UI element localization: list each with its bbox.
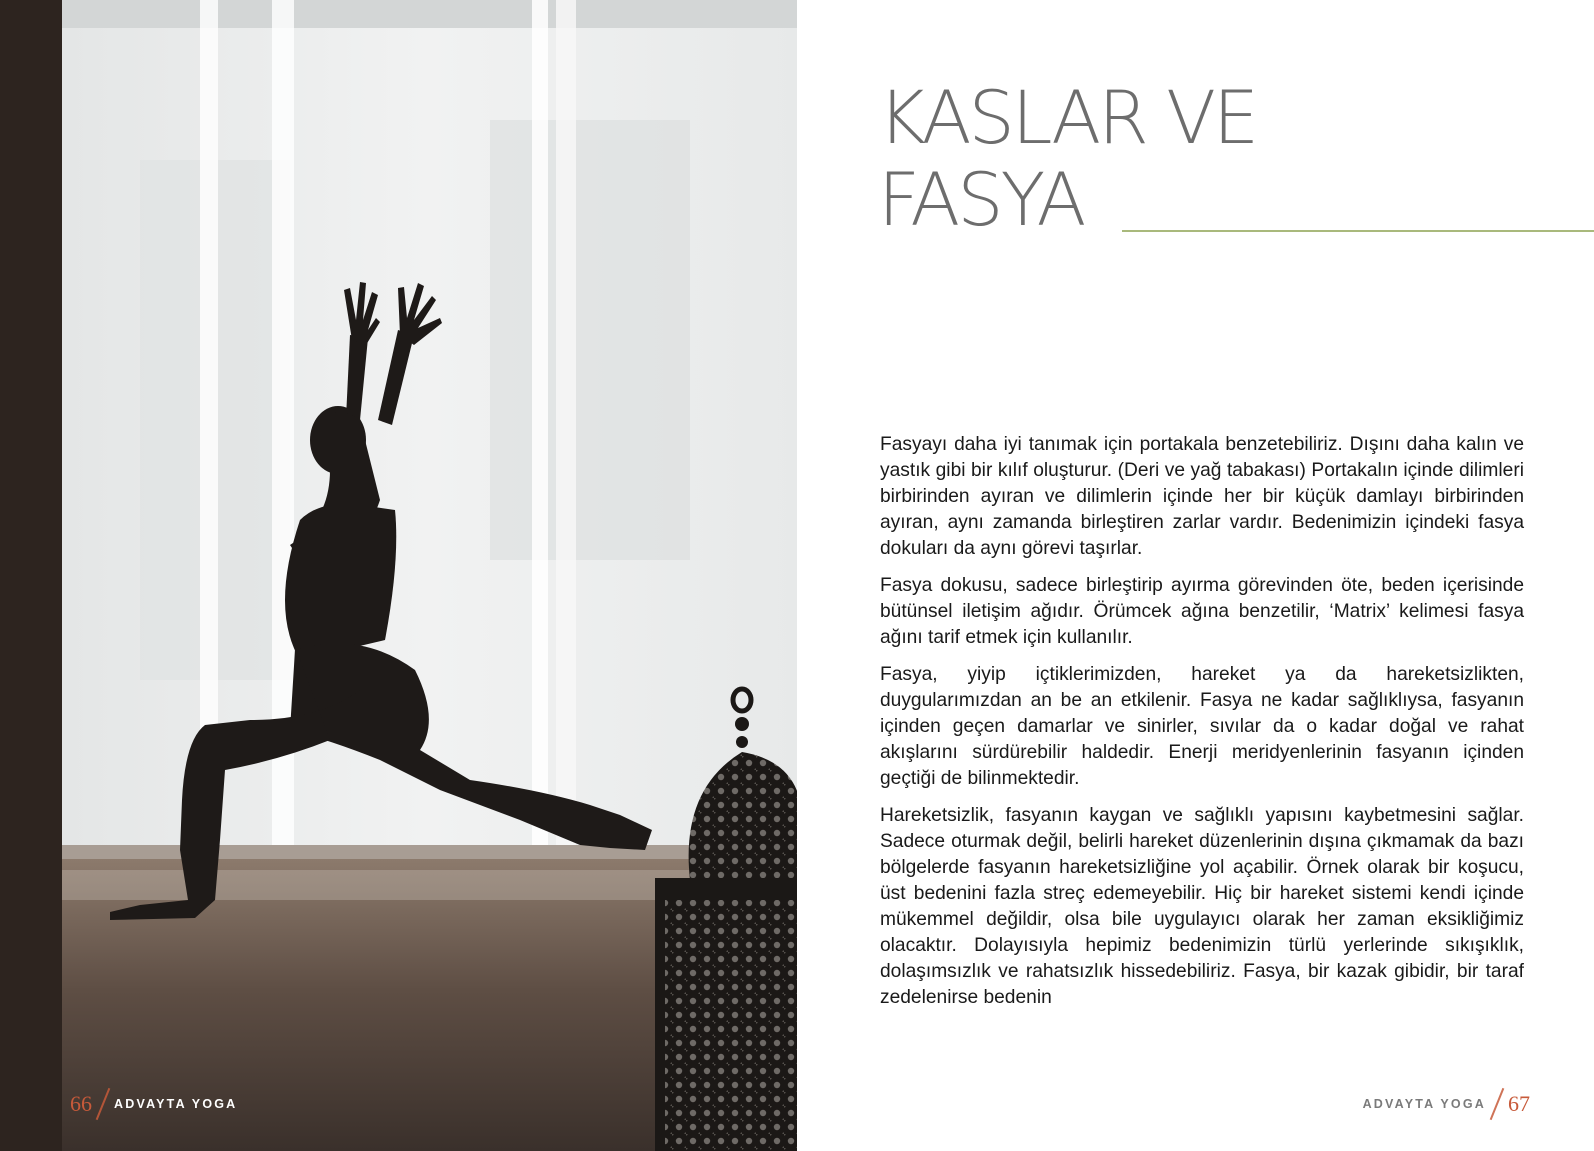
folio-slash-icon [1490,1088,1505,1120]
paragraph-2: Fasya dokusu, sadece birleştirip ayırma görevinden öte, beden içerisinde bütünsel iletişim ağıdır. Örümcek ağına benzetilir, ‘Matrix’ kelimesi fasya ağını tarif etmek için kullanılır. [880,575,1524,648]
folio-brand-left: ADVAYTA YOGA [114,1097,238,1111]
page-number-left: 66 [70,1091,92,1116]
folio-left [70,1087,237,1121]
title-line-2: FASYA [878,158,1084,243]
title-line-1: KASLAR VE [878,76,1257,161]
folio-brand-right: ADVAYTA YOGA [1362,1097,1486,1111]
title-underline-rule [1122,230,1594,232]
folio-right [1363,1087,1530,1121]
paragraph-1: Fasyayı daha iyi tanımak için portakala benzetebiliriz. Dışını daha kalın ve yastık gibi bir kılıf oluşturur. (Deri ve yağ tabakası) Portakalın içinde dilimleri birbirinden ayıran ve dilimlerin içinde her bir küçük damlayı birbirinden ayıran, aynı zamanda birleştiren zarlar vardır. Bedenimizin içindeki fasya dokuları da aynı görevi taşırlar. [880,434,1524,559]
page-title [878,78,1256,242]
body-text [880,432,1524,1022]
page-number-right: 67 [1508,1091,1530,1116]
paragraph-3: Fasya, yiyip içtiklerimizden, hareket ya da hareketsizlikten, duygularımızdan an be an etkilenir. Fasya ne kadar sağlıklıysa, fasyanın içinden geçen damarlar ve sinirler, sıvılar da o kadar doğal ve rahat akışlarını sürdürebilir haldedir. Enerji meridyenlerinin fasyanın içinden geçtiği de bilinmektedir. [880,664,1524,789]
paragraph-4: Hareketsizlik, fasyanın kaygan ve sağlıklı yapısını kaybetmesini sağlar. Sadece oturmak değil, belirli hareket düzenlerinin dışına çıkmamak da bazı bölgelerde fasyanın hareketsizliğine yol açabilir. Örnek olarak bir koşucu, üst bedenini fazla streç edemeyebilir. Hiç bir hareket sistemi kendi içinde mükemmel değildir, olsa bile uygulayıcı olarak her zaman eksikliğimiz olacaktır. Dolayısıyla hepimiz bedenimizin türlü yerlerinde sıkışıklık, dolaşımsızlık ve rahatsızlık hissedebiliriz. Fasya, bir kazak gibidir, bir taraf zedelenirse bedenin [880,805,1524,1008]
folio-slash-icon [96,1088,111,1120]
